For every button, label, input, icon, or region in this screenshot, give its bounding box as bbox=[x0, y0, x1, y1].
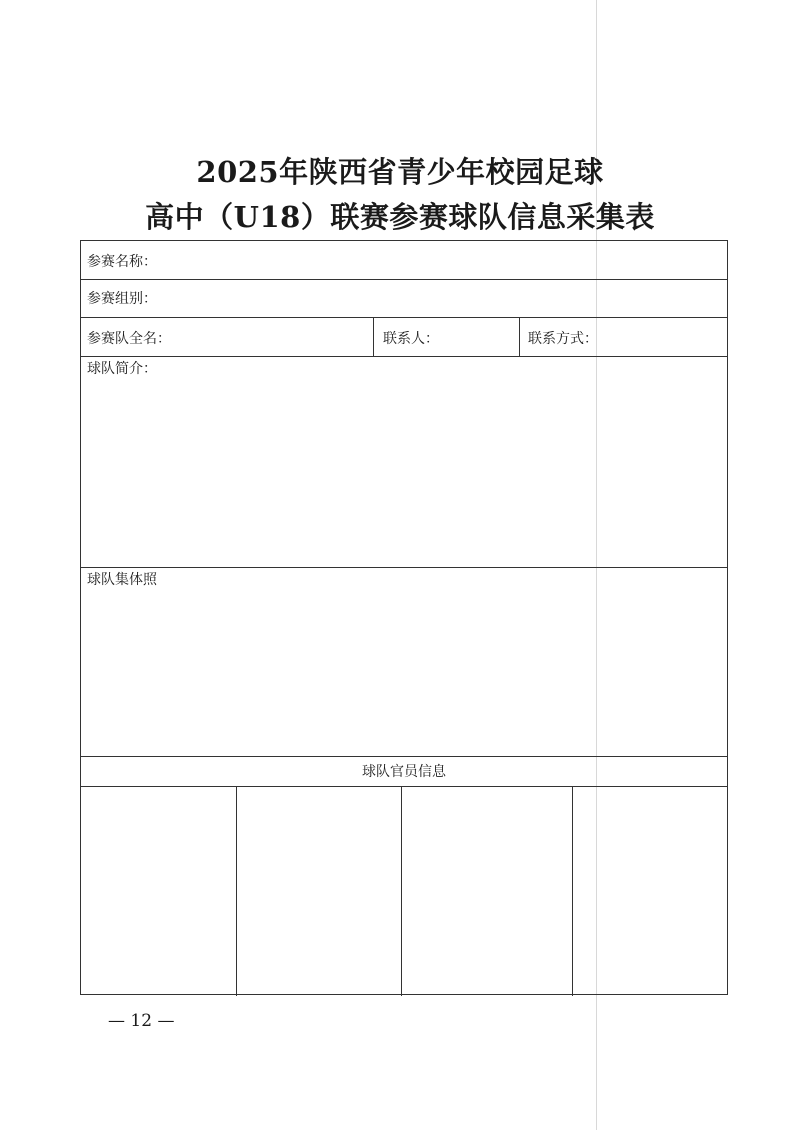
divider bbox=[81, 317, 727, 318]
contact-person-label: 联系人： bbox=[383, 331, 439, 347]
divider bbox=[519, 317, 520, 356]
page-number: — 12 — bbox=[108, 1011, 175, 1031]
divider bbox=[81, 756, 727, 757]
team-name-label: 参赛名称： bbox=[87, 254, 157, 270]
officials-column-divider bbox=[572, 786, 573, 996]
full-name-label: 参赛队全名： bbox=[87, 331, 171, 347]
divider bbox=[81, 567, 727, 568]
divider bbox=[81, 279, 727, 280]
document-title-line1: 2025年陕西省青少年校园足球 bbox=[196, 155, 604, 189]
team-intro-label: 球队简介： bbox=[87, 361, 157, 377]
divider bbox=[373, 317, 374, 356]
divider bbox=[81, 786, 727, 787]
officials-column-divider bbox=[401, 786, 402, 996]
group-label: 参赛组别： bbox=[87, 291, 157, 307]
officials-column-divider bbox=[236, 786, 237, 996]
team-info-form bbox=[80, 240, 728, 995]
contact-method-label: 联系方式： bbox=[528, 331, 598, 347]
officials-heading: 球队官员信息 bbox=[362, 764, 446, 780]
document-title-line2: 高中（U18）联赛参赛球队信息采集表 bbox=[145, 200, 655, 234]
divider bbox=[81, 356, 727, 357]
team-photo-label: 球队集体照 bbox=[87, 572, 157, 588]
